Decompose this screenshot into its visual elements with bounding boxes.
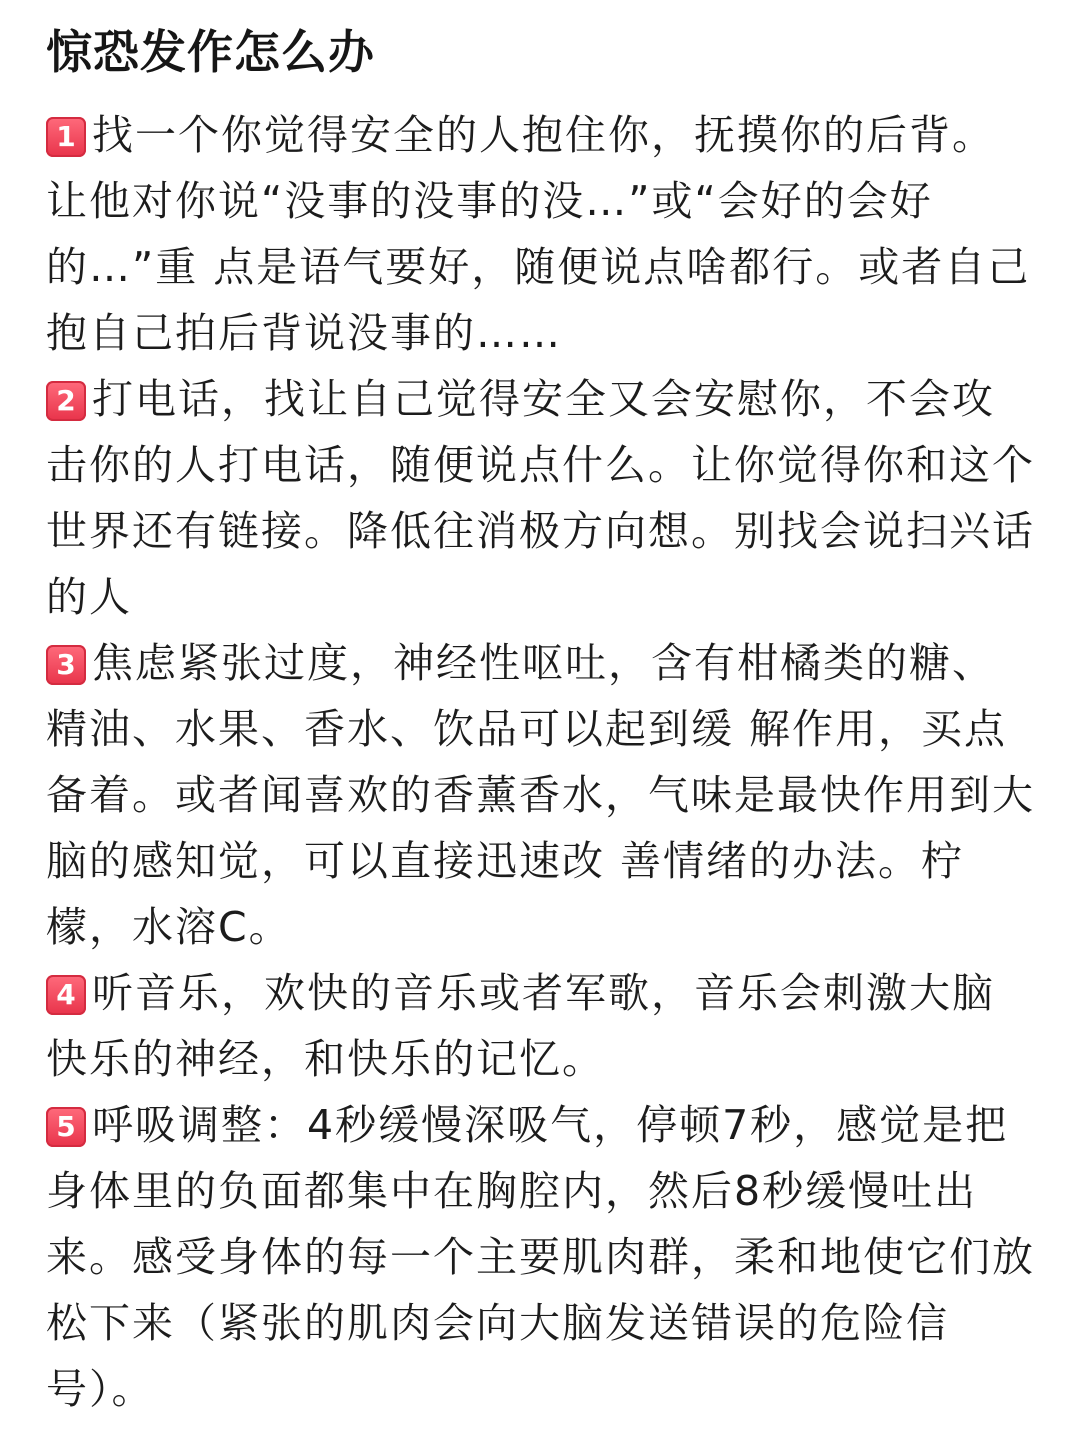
keycap-number-3-icon: 3 — [46, 645, 86, 685]
keycap-number-5-icon: 5 — [46, 1107, 86, 1147]
list-item — [46, 102, 1036, 366]
tips-list — [46, 102, 1036, 1422]
list-item-text: 打电话，找让自己觉得安全又会安慰你，不会攻击你的人打电话，随便说点什么。让你觉得你和这个世界还有链接。降低往消极方向想。别找会说扫兴话的人 — [46, 375, 1035, 621]
list-item — [46, 366, 1036, 630]
list-item-text: 听音乐，欢快的音乐或者军歌，音乐会刺激大脑 快乐的神经，和快乐的记忆。 — [46, 969, 995, 1083]
list-item — [46, 1092, 1036, 1422]
list-item — [46, 630, 1036, 960]
note-content — [46, 20, 1036, 1422]
keycap-number-2-icon: 2 — [46, 381, 86, 421]
list-item-text: 找一个你觉得安全的人抱住你，抚摸你的后背。让他对你说“没事的没事的没…”或“会好的会好的…”重 点是语气要好，随便说点啥都行。或者自己抱自己拍后背说没事的…… — [46, 111, 1031, 357]
keycap-number-4-icon: 4 — [46, 975, 86, 1015]
list-item-text: 呼吸调整：4秒缓慢深吸气，停顿7秒，感觉是把身体里的负面都集中在胸腔内，然后8秒缓慢吐出来。感受身体的每一个主要肌肉群，柔和地使它们放松下来（紧张的肌肉会向大脑发送错误的危险信号）。 — [46, 1101, 1035, 1413]
keycap-number-1-icon: 1 — [46, 117, 86, 157]
list-item-text: 焦虑紧张过度，神经性呕吐，含有柑橘类的糖、精油、水果、香水、饮品可以起到缓 解作用，买点备着。或者闻喜欢的香薰香水，气味是最快作用到大脑的感知觉，可以直接迅速改 善情绪的办法。柠檬，水溶C。 — [46, 639, 1035, 951]
list-item — [46, 960, 1036, 1092]
page-title: 惊恐发作怎么办 — [46, 25, 375, 79]
